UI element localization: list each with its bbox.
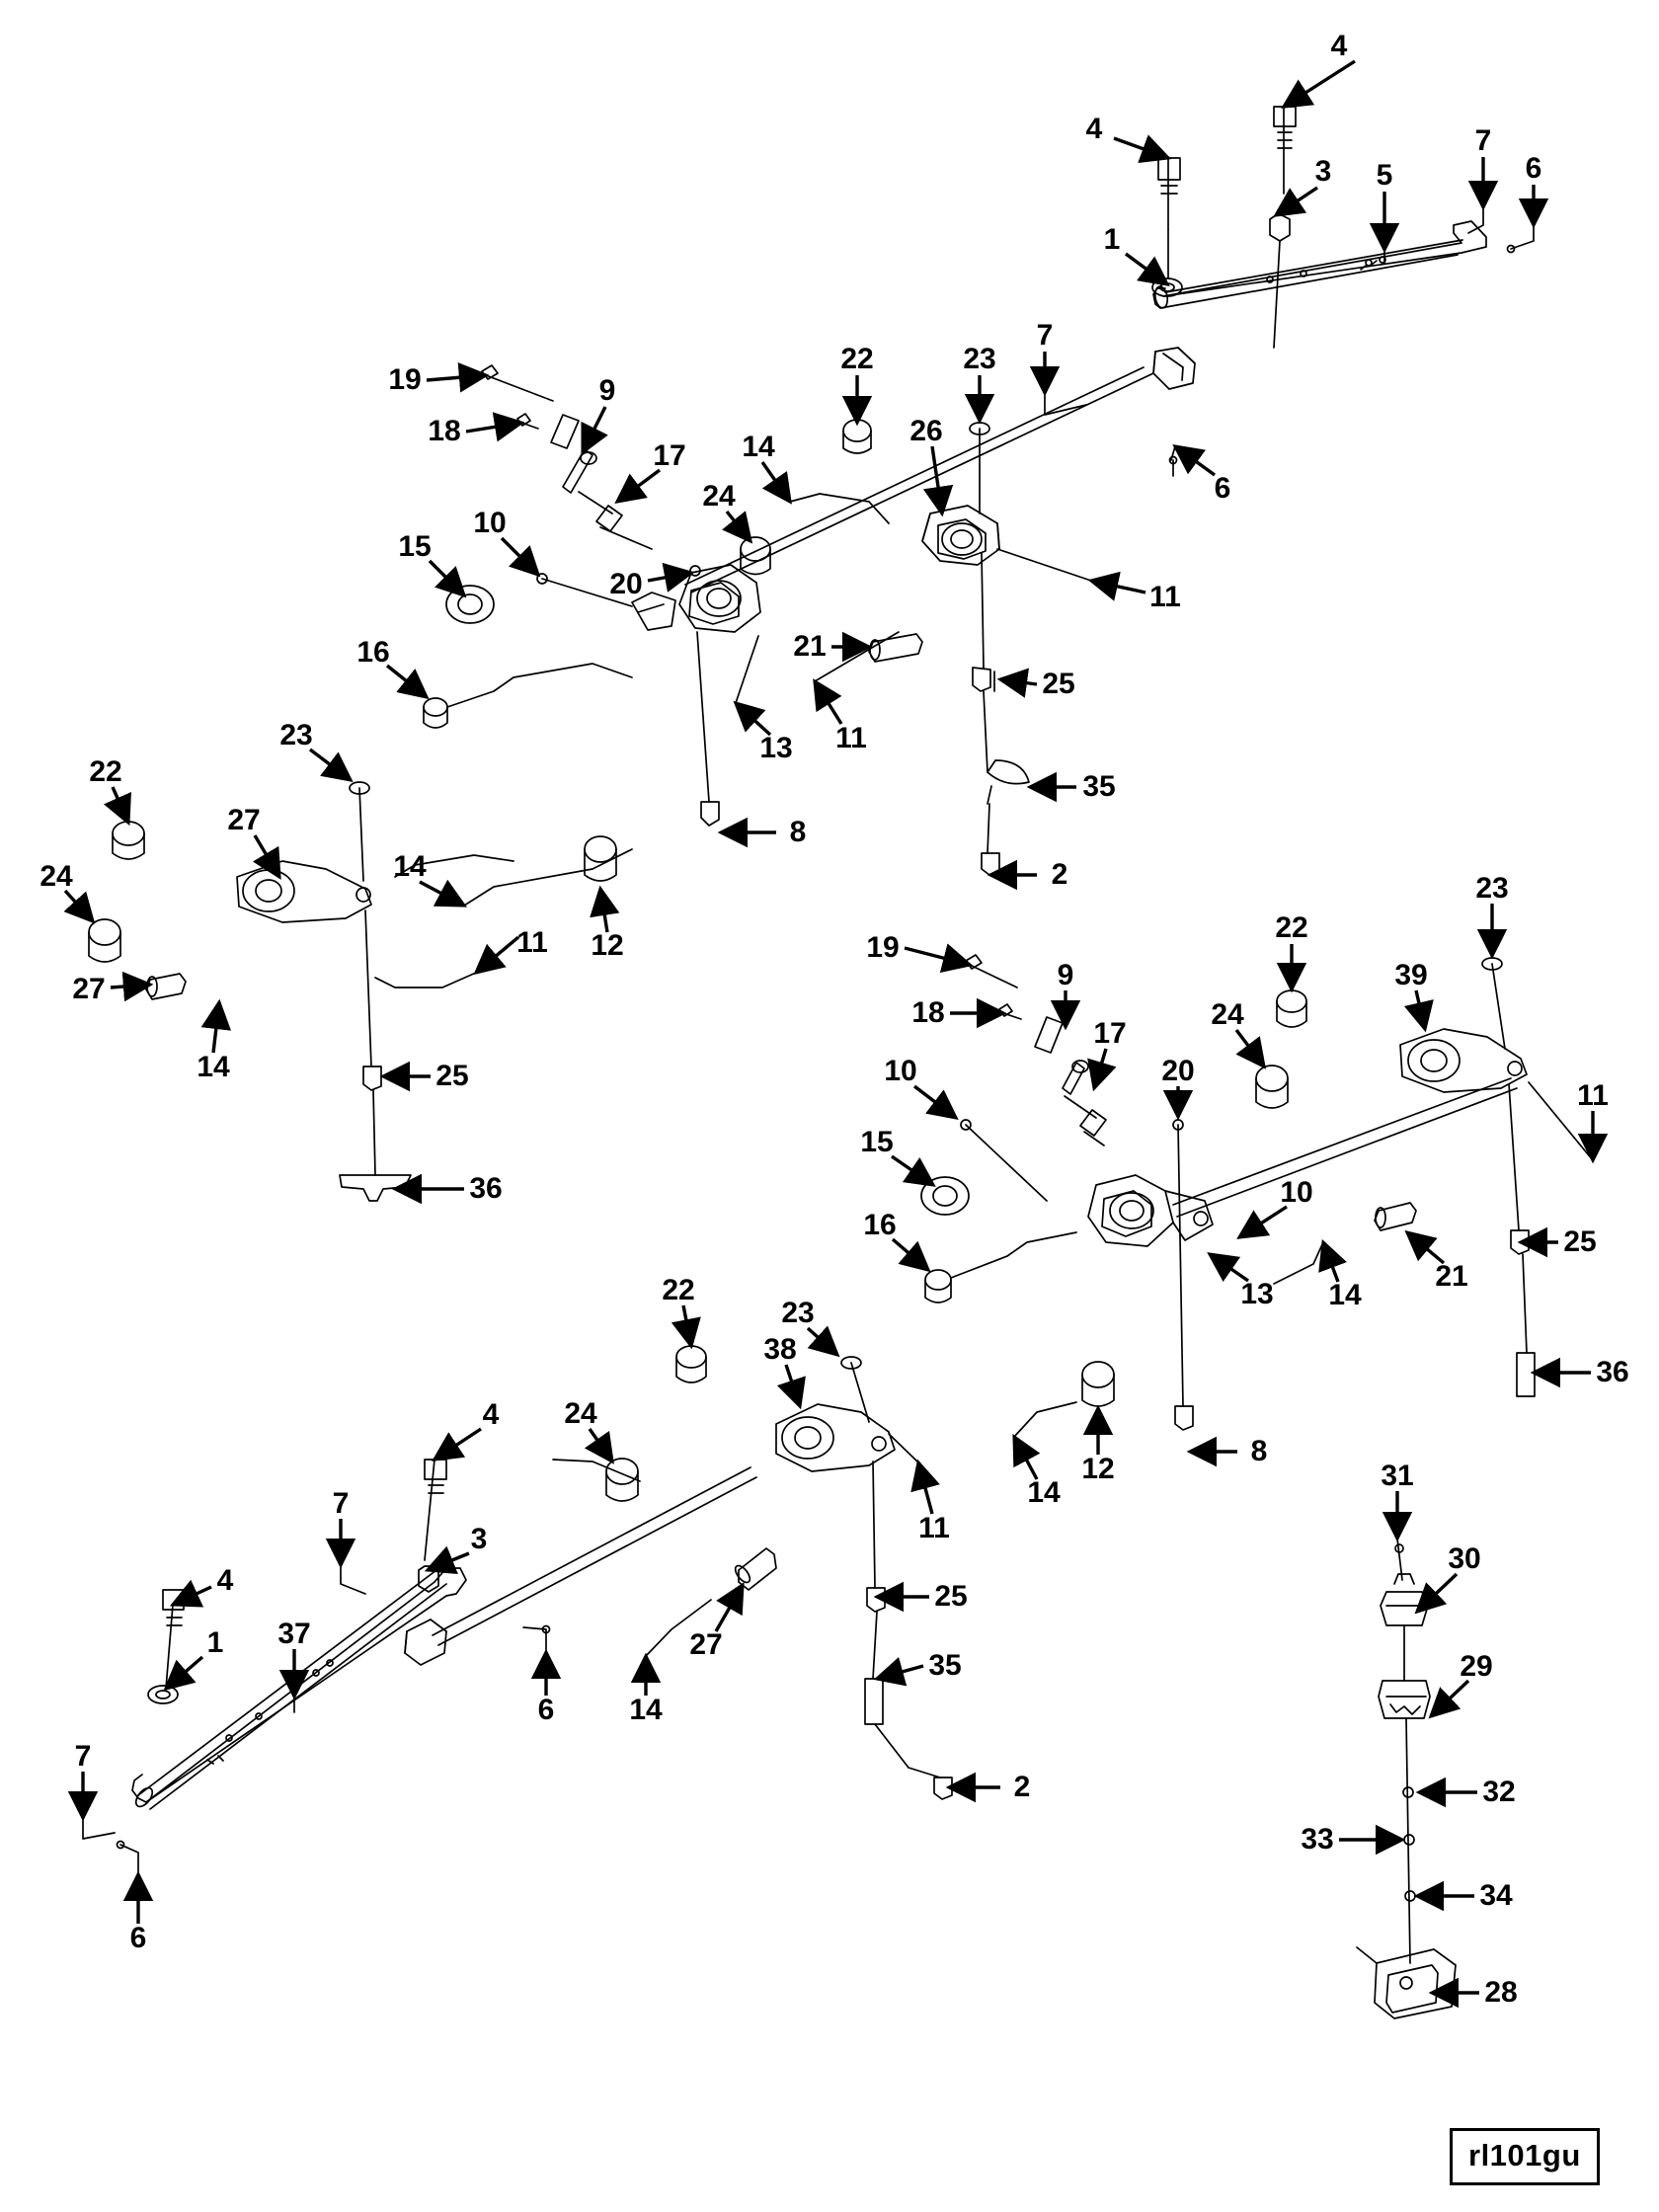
lower-mid-arm-group bbox=[553, 1346, 952, 1799]
upper-left-crank-group bbox=[424, 365, 760, 906]
callout-number: 11 bbox=[918, 1512, 950, 1544]
callout-number: 24 bbox=[40, 860, 73, 893]
callout-number: 10 bbox=[1280, 1176, 1313, 1209]
callout-leader-arrow bbox=[1407, 1232, 1444, 1263]
callout-number: 6 bbox=[537, 1694, 555, 1726]
callout-number: 37 bbox=[277, 1618, 311, 1650]
callout-number: 23 bbox=[1475, 872, 1509, 905]
callout-number: 24 bbox=[564, 1397, 597, 1430]
callout-leader-arrow bbox=[1276, 188, 1317, 215]
callout-number: 22 bbox=[840, 343, 874, 375]
callout-number: 22 bbox=[1275, 911, 1308, 944]
callout-number: 12 bbox=[1081, 1453, 1115, 1485]
callout-leader-arrow bbox=[914, 1086, 956, 1118]
callout-leader-arrow bbox=[1284, 61, 1355, 107]
callout-number: 13 bbox=[759, 732, 793, 764]
callout-leader-arrow bbox=[905, 948, 970, 965]
callout-number: 16 bbox=[863, 1209, 897, 1241]
callout-number: 28 bbox=[1484, 1976, 1518, 2009]
callout-leader-arrow bbox=[648, 573, 691, 581]
callout-leader-arrow bbox=[736, 703, 770, 735]
callout-leader-arrow bbox=[892, 1156, 933, 1185]
callout-leader-arrow bbox=[111, 985, 150, 988]
callout-number: 2 bbox=[1051, 858, 1068, 891]
callout-number: 15 bbox=[398, 530, 432, 563]
callout-number: 24 bbox=[1211, 998, 1244, 1031]
callout-number: 30 bbox=[1448, 1542, 1481, 1575]
callout-number: 8 bbox=[789, 816, 807, 848]
callout-number: 36 bbox=[1596, 1356, 1629, 1388]
callout-leader-arrow bbox=[716, 1585, 743, 1631]
callout-leader-arrow bbox=[113, 787, 128, 823]
callout-number: 19 bbox=[388, 363, 422, 396]
callout-number: 26 bbox=[909, 415, 943, 447]
callout-leader-arrow bbox=[1431, 1681, 1468, 1716]
callout-number: 36 bbox=[469, 1172, 503, 1205]
callout-number: 10 bbox=[884, 1055, 917, 1087]
callout-leader-arrow bbox=[420, 882, 464, 906]
callout-leader-arrow bbox=[1239, 1207, 1287, 1237]
callout-number: 14 bbox=[742, 431, 775, 463]
callout-leader-arrow bbox=[65, 891, 93, 921]
callout-number: 20 bbox=[1161, 1055, 1195, 1087]
callout-number: 25 bbox=[1563, 1225, 1597, 1258]
callout-leader-arrow bbox=[387, 666, 427, 697]
callout-leader-arrow bbox=[1114, 138, 1168, 158]
callout-leader-arrow bbox=[1175, 446, 1215, 475]
callout-number: 19 bbox=[866, 931, 900, 964]
callout-number: 7 bbox=[1474, 124, 1492, 157]
callout-number: 38 bbox=[763, 1333, 797, 1366]
callout-number: 25 bbox=[934, 1580, 968, 1613]
upper-shaft-group bbox=[1045, 107, 1534, 476]
callout-leader-arrow bbox=[583, 407, 605, 452]
callout-number: 3 bbox=[1314, 155, 1332, 188]
callout-number: 29 bbox=[1460, 1650, 1493, 1683]
callout-number: 6 bbox=[129, 1922, 147, 1954]
callout-leader-arrow bbox=[476, 937, 518, 973]
callout-number: 10 bbox=[473, 507, 507, 539]
callout-number: 11 bbox=[1149, 581, 1181, 613]
callout-leader-arrow bbox=[434, 1429, 481, 1460]
lower-right-valve-group bbox=[1357, 1539, 1456, 2018]
callout-leader-arrow bbox=[1210, 1254, 1248, 1281]
callout-number: 22 bbox=[89, 755, 122, 788]
callout-number: 17 bbox=[653, 439, 686, 472]
callout-leader-arrow bbox=[310, 750, 351, 780]
callout-number: 2 bbox=[1013, 1771, 1031, 1803]
callout-number: 25 bbox=[1042, 668, 1075, 700]
callout-number: 9 bbox=[1057, 959, 1074, 991]
callout-number: 4 bbox=[1085, 113, 1103, 145]
callout-number: 31 bbox=[1381, 1460, 1414, 1492]
callout-leader-arrow bbox=[786, 1365, 800, 1406]
callout-leader-arrow bbox=[932, 446, 942, 514]
callout-number: 7 bbox=[332, 1487, 350, 1520]
callout-number: 22 bbox=[662, 1274, 695, 1306]
callout-number: 27 bbox=[72, 973, 106, 1005]
upper-left-arm-group bbox=[89, 782, 514, 1201]
callout-number: 23 bbox=[279, 719, 313, 751]
callout-number: 14 bbox=[393, 850, 427, 883]
callout-number: 15 bbox=[860, 1126, 894, 1158]
callout-number: 25 bbox=[435, 1060, 469, 1092]
callout-number: 1 bbox=[206, 1626, 224, 1659]
callout-leader-arrow bbox=[1000, 679, 1037, 684]
callout-number: 5 bbox=[1376, 159, 1393, 192]
callout-number: 3 bbox=[470, 1523, 488, 1555]
callout-leader-arrow bbox=[815, 681, 841, 724]
callout-leader-arrow bbox=[166, 1657, 202, 1689]
figure-code-label: rl101gu bbox=[1450, 2128, 1600, 2185]
callout-number: 4 bbox=[1330, 30, 1348, 62]
callout-leader-arrow bbox=[1416, 990, 1425, 1029]
callout-number: 20 bbox=[609, 568, 643, 600]
callout-leader-arrow bbox=[808, 1328, 837, 1355]
callout-number: 33 bbox=[1301, 1823, 1334, 1856]
callout-number: 9 bbox=[598, 374, 616, 407]
callout-number: 21 bbox=[793, 630, 827, 663]
callout-leader-arrow bbox=[502, 538, 538, 575]
callout-number: 6 bbox=[1525, 152, 1542, 185]
callout-number: 18 bbox=[428, 415, 461, 447]
callout-leader-arrow bbox=[1094, 1049, 1106, 1088]
callout-number: 13 bbox=[1240, 1278, 1274, 1310]
callout-leader-arrow bbox=[466, 423, 521, 432]
callout-leader-arrow bbox=[600, 889, 607, 932]
callout-number: 24 bbox=[702, 480, 736, 513]
callout-number: 14 bbox=[1328, 1279, 1362, 1311]
callout-number: 14 bbox=[629, 1694, 663, 1726]
callout-number: 16 bbox=[356, 636, 390, 669]
callout-leader-arrow bbox=[1236, 1030, 1264, 1066]
callout-number: 34 bbox=[1479, 1879, 1513, 1912]
mid-right-arm-group bbox=[1400, 958, 1593, 1396]
callout-leader-arrow bbox=[427, 375, 486, 380]
callout-number: 21 bbox=[1435, 1260, 1468, 1293]
callout-number: 35 bbox=[1082, 770, 1116, 803]
callout-leader-arrow bbox=[1014, 1437, 1037, 1479]
callout-leader-arrow bbox=[727, 512, 750, 541]
callout-leader-arrow bbox=[762, 462, 790, 502]
callout-number: 11 bbox=[516, 926, 548, 959]
callout-leader-arrow bbox=[683, 1305, 691, 1346]
callout-leader-arrow bbox=[1091, 581, 1146, 592]
callout-number: 39 bbox=[1394, 959, 1428, 991]
callout-number: 18 bbox=[911, 996, 945, 1029]
callout-number: 35 bbox=[928, 1649, 962, 1682]
callout-number: 14 bbox=[197, 1051, 230, 1083]
callout-leader-arrow bbox=[877, 1666, 923, 1679]
callout-number: 4 bbox=[216, 1564, 234, 1597]
callout-leader-arrow bbox=[1323, 1242, 1338, 1282]
callout-number: 11 bbox=[835, 722, 867, 754]
callout-leader-arrow bbox=[893, 1239, 928, 1270]
callout-number: 4 bbox=[482, 1398, 500, 1431]
callout-leader-arrow bbox=[590, 1429, 612, 1462]
lower-shaft-group bbox=[83, 1460, 756, 1874]
callout-number: 23 bbox=[963, 343, 996, 375]
callout-number: 32 bbox=[1482, 1776, 1516, 1808]
callout-number: 17 bbox=[1093, 1017, 1127, 1050]
callout-leader-arrow bbox=[213, 1002, 219, 1053]
callout-leader-arrow bbox=[918, 1462, 932, 1514]
callout-number: 7 bbox=[1036, 319, 1054, 352]
callout-leader-arrow bbox=[617, 470, 660, 502]
callout-number: 27 bbox=[227, 804, 261, 836]
callout-leader-arrow bbox=[430, 561, 464, 595]
callout-number: 8 bbox=[1250, 1435, 1268, 1467]
callout-number: 6 bbox=[1214, 472, 1231, 505]
callout-number: 27 bbox=[689, 1628, 723, 1661]
callout-number: 23 bbox=[781, 1297, 815, 1329]
callout-number: 11 bbox=[1577, 1079, 1609, 1112]
callout-number: 14 bbox=[1027, 1476, 1061, 1509]
callout-number: 7 bbox=[74, 1740, 92, 1773]
callout-number: 1 bbox=[1103, 223, 1121, 256]
callout-number: 12 bbox=[591, 929, 624, 962]
mechanical-linework bbox=[83, 107, 1593, 2018]
